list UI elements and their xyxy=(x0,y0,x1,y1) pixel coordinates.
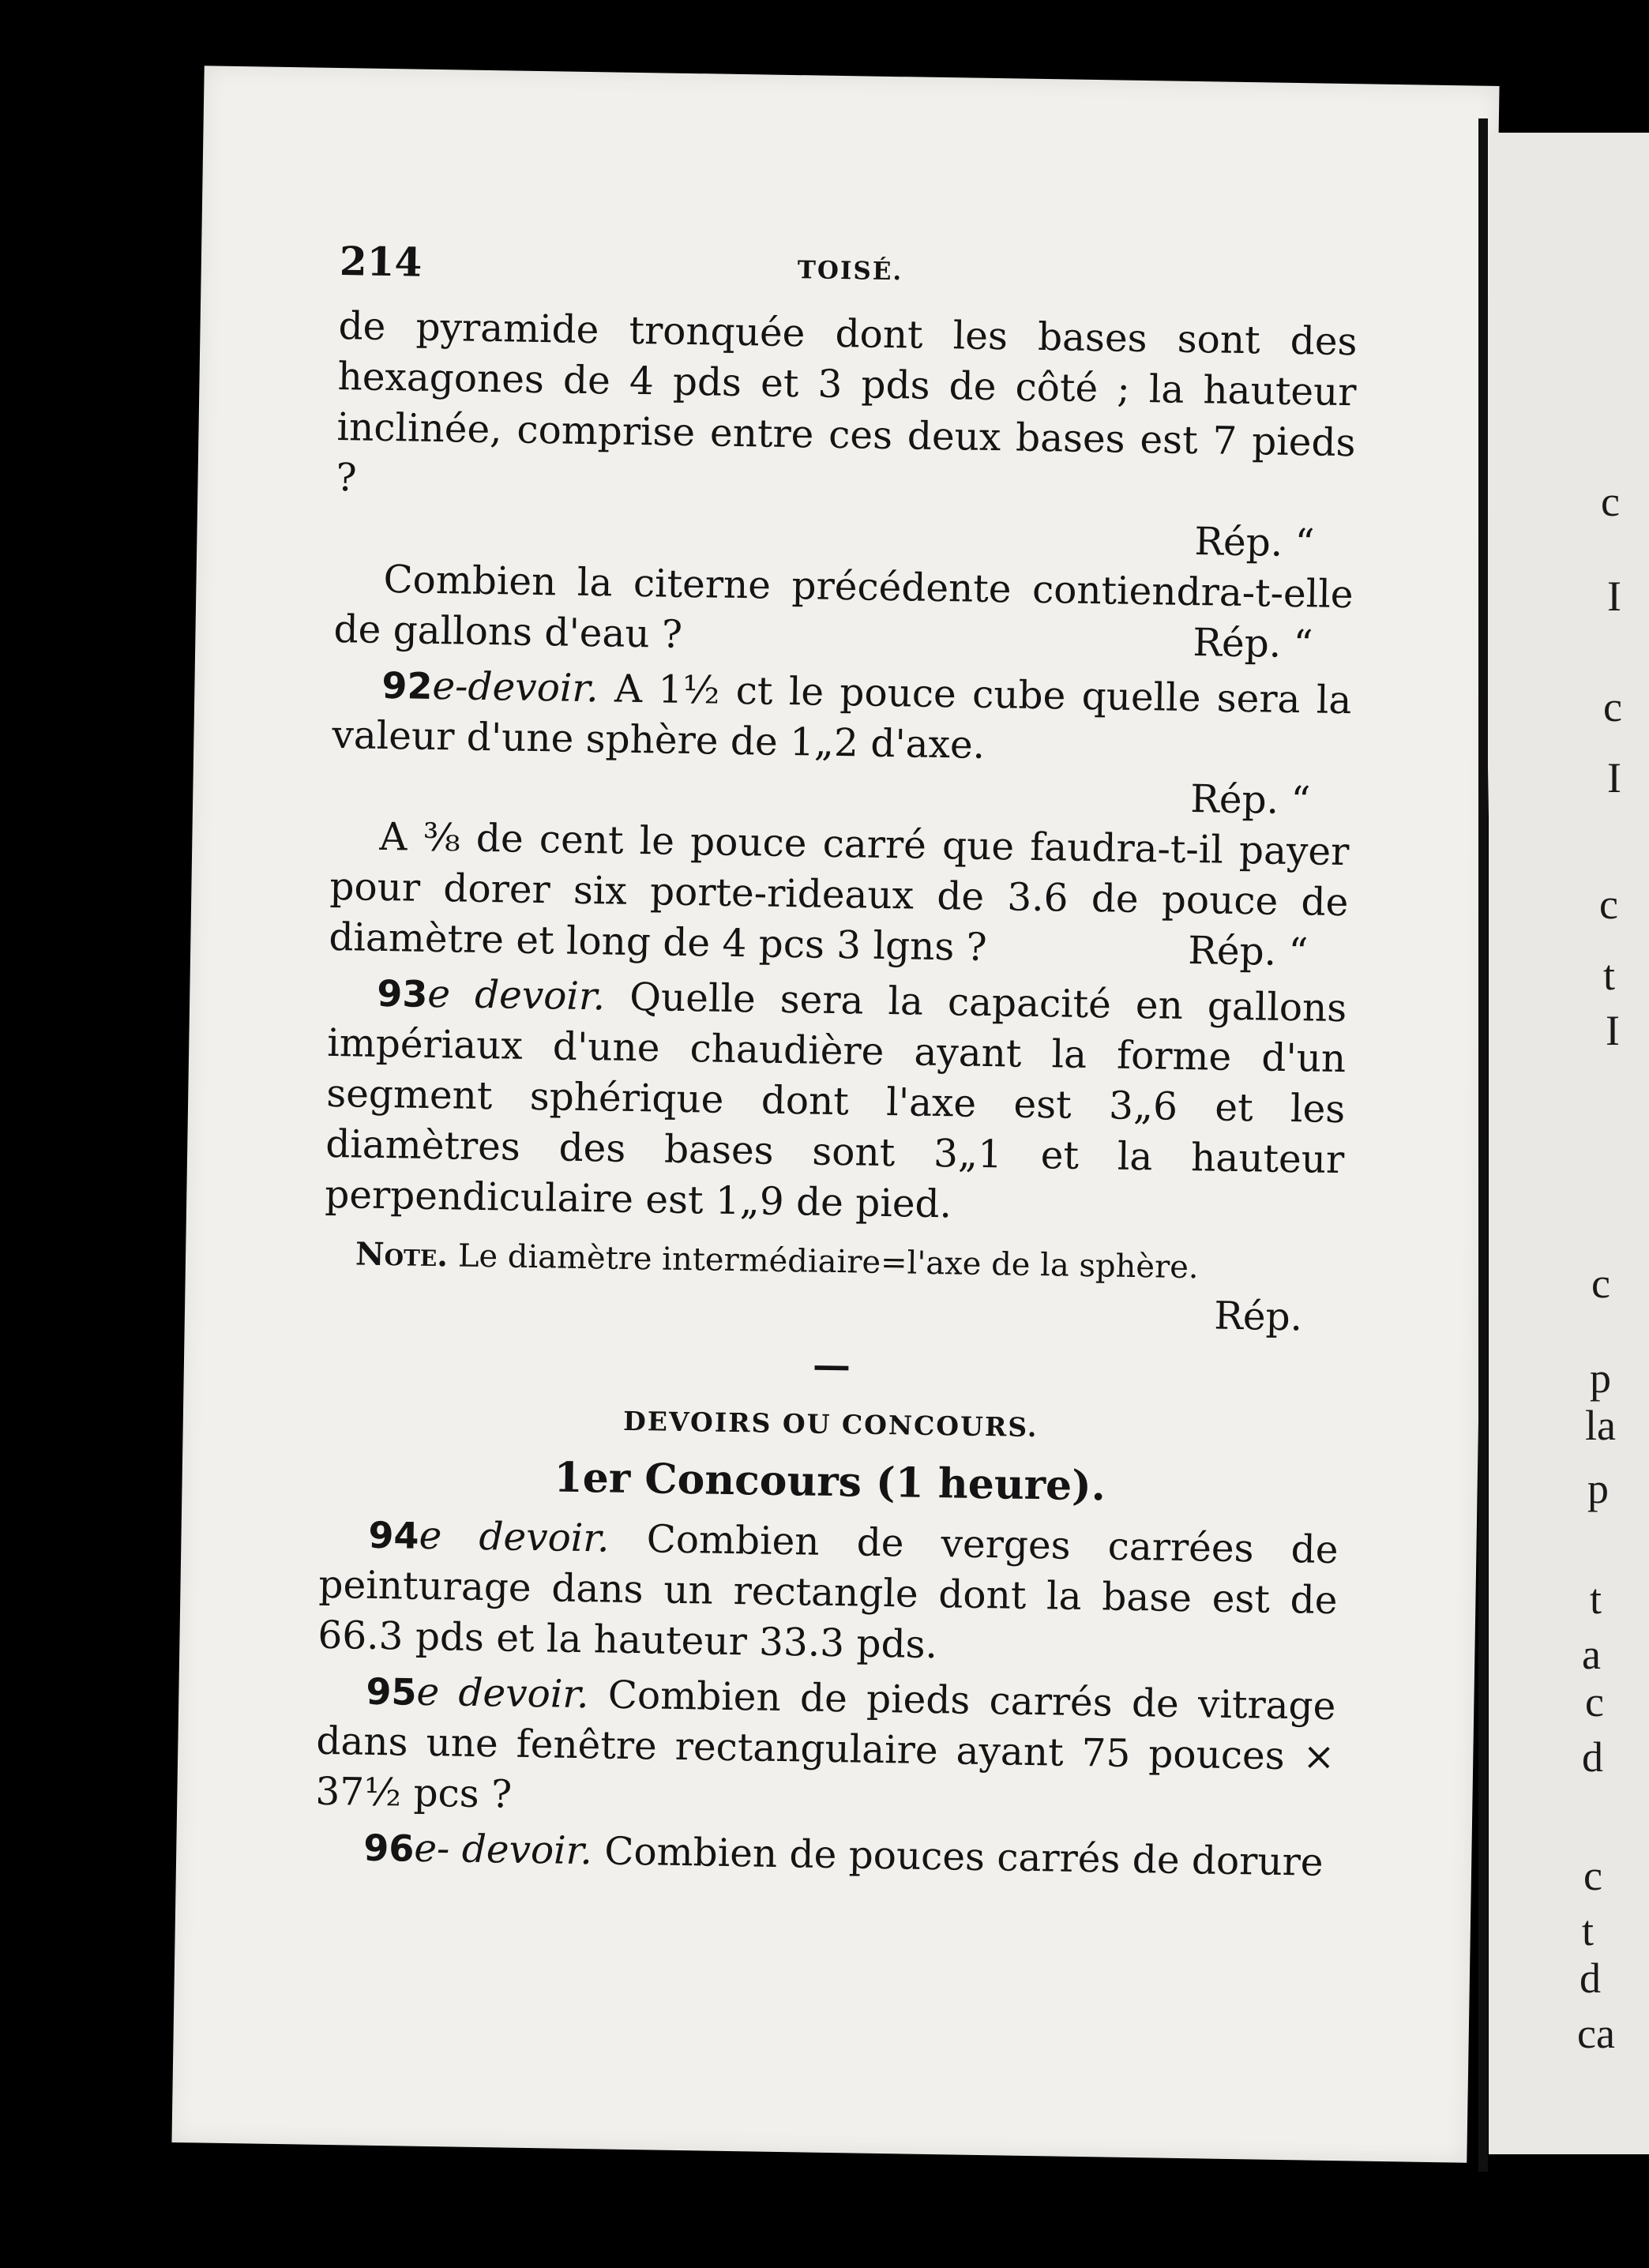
answer-label: Rép. “ xyxy=(1193,621,1313,667)
facing-letter: ca xyxy=(1577,2010,1615,2057)
exercise-number: 92 xyxy=(381,663,433,708)
exercise-93 xyxy=(325,967,1347,1236)
facing-letter: c xyxy=(1601,478,1620,525)
page-number: 214 xyxy=(339,238,423,286)
facing-letter: c xyxy=(1583,1852,1602,1899)
exercise-92 xyxy=(332,659,1352,776)
answer-label: Rép. “ xyxy=(1194,520,1315,566)
section-title: DEVOIRS OU CONCOURS. xyxy=(622,1405,1039,1444)
exercise-text: Quelle sera la capacité en gallons impériaux d'une chaudière ayant la forme d'un segment sphérique dont l'axe est 3„6 et les diamètres des bases sont 3„1 et la hauteur perpendiculaire est 1„9 de pied. xyxy=(324,974,1347,1227)
facing-letter: I xyxy=(1607,573,1621,620)
exercise-label: e devoir. xyxy=(426,971,606,1019)
exercise-text: Combien de pieds carrés de vitrage dans une fenêtre rectangulaire ayant 75 pouces × 37½ pcs ? xyxy=(315,1673,1336,1817)
exercise-number: 93 xyxy=(376,971,428,1016)
section-divider: — xyxy=(812,1342,851,1388)
facing-letter: I xyxy=(1606,1007,1620,1054)
facing-page-edge xyxy=(1489,133,1649,2154)
facing-letter: a xyxy=(1582,1631,1601,1678)
answer-label: Rép. “ xyxy=(1189,777,1311,824)
answer-label: Rép. xyxy=(1213,1294,1303,1340)
facing-letter: d xyxy=(1582,1733,1603,1781)
exercise-96 xyxy=(314,1822,1334,1888)
paragraph-text: Combien la citerne précédente contiendra-t-elle de gallons d'eau ? xyxy=(333,557,1354,657)
page-content xyxy=(314,238,1358,1888)
exercise-text: A 1½ ct le pouce cube quelle sera la valeur d'une sphère de 1„2 d'axe. xyxy=(332,667,1352,768)
exercise-number: 94 xyxy=(368,1513,419,1557)
facing-letter: c xyxy=(1591,1260,1610,1307)
exercise-label: e-devoir. xyxy=(432,663,599,712)
note-text: Le diamètre intermédiaire=l'axe de la sphère. xyxy=(447,1237,1199,1286)
exercise-label: e devoir. xyxy=(416,1669,590,1718)
facing-letter: t xyxy=(1590,1575,1602,1623)
exercise-label: e- devoir. xyxy=(413,1826,593,1874)
paragraph-citerne xyxy=(333,554,1354,670)
facing-letter: I xyxy=(1607,754,1621,802)
exercise-text: Combien de verges carrées de peinturage dans un rectangle dont la base est de 66.3 pds et la hauteur 33.3 pds. xyxy=(317,1516,1339,1668)
facing-letter: la xyxy=(1585,1402,1616,1449)
facing-letter: d xyxy=(1580,1954,1601,2002)
subsection-title: 1er Concours (1 heure). xyxy=(554,1453,1106,1511)
book-spine xyxy=(1478,118,1488,2172)
facing-letter: t xyxy=(1603,952,1616,999)
answer-label: Rép. “ xyxy=(1187,928,1309,975)
facing-letter: t xyxy=(1582,1907,1595,1954)
exercise-94 xyxy=(317,1509,1339,1677)
facing-letter: c xyxy=(1585,1678,1604,1725)
exercise-95 xyxy=(315,1665,1336,1833)
facing-letter: p xyxy=(1590,1354,1611,1402)
facing-letter: p xyxy=(1587,1465,1609,1512)
running-title: TOISÉ. xyxy=(797,256,903,287)
facing-letter: c xyxy=(1599,881,1618,928)
exercise-number: 95 xyxy=(366,1669,417,1714)
paragraph-porte-rideaux xyxy=(329,811,1350,978)
exercise-text: Combien de pouces carrés de dorure xyxy=(592,1829,1324,1885)
facing-letter: c xyxy=(1603,683,1622,730)
paragraph-text: A ⅜ de cent le pouce carré que faudra-t-il payer pour dorer six porte-rideaux de 3.6 de pouce de diamètre et long de 4 pcs 3 lgns ? xyxy=(329,814,1350,970)
note-label: Note. xyxy=(355,1235,449,1275)
exercise-label: e devoir. xyxy=(419,1513,610,1561)
book-page xyxy=(171,66,1499,2162)
paragraph-continued: de pyramide tronquée dont les bases sont des hexagones de 4 pds et 3 pds de côté ; la hauteur inclinée, comprise entre ces deux bases est 7 pieds ? xyxy=(336,303,1358,501)
exercise-number: 96 xyxy=(362,1826,415,1870)
